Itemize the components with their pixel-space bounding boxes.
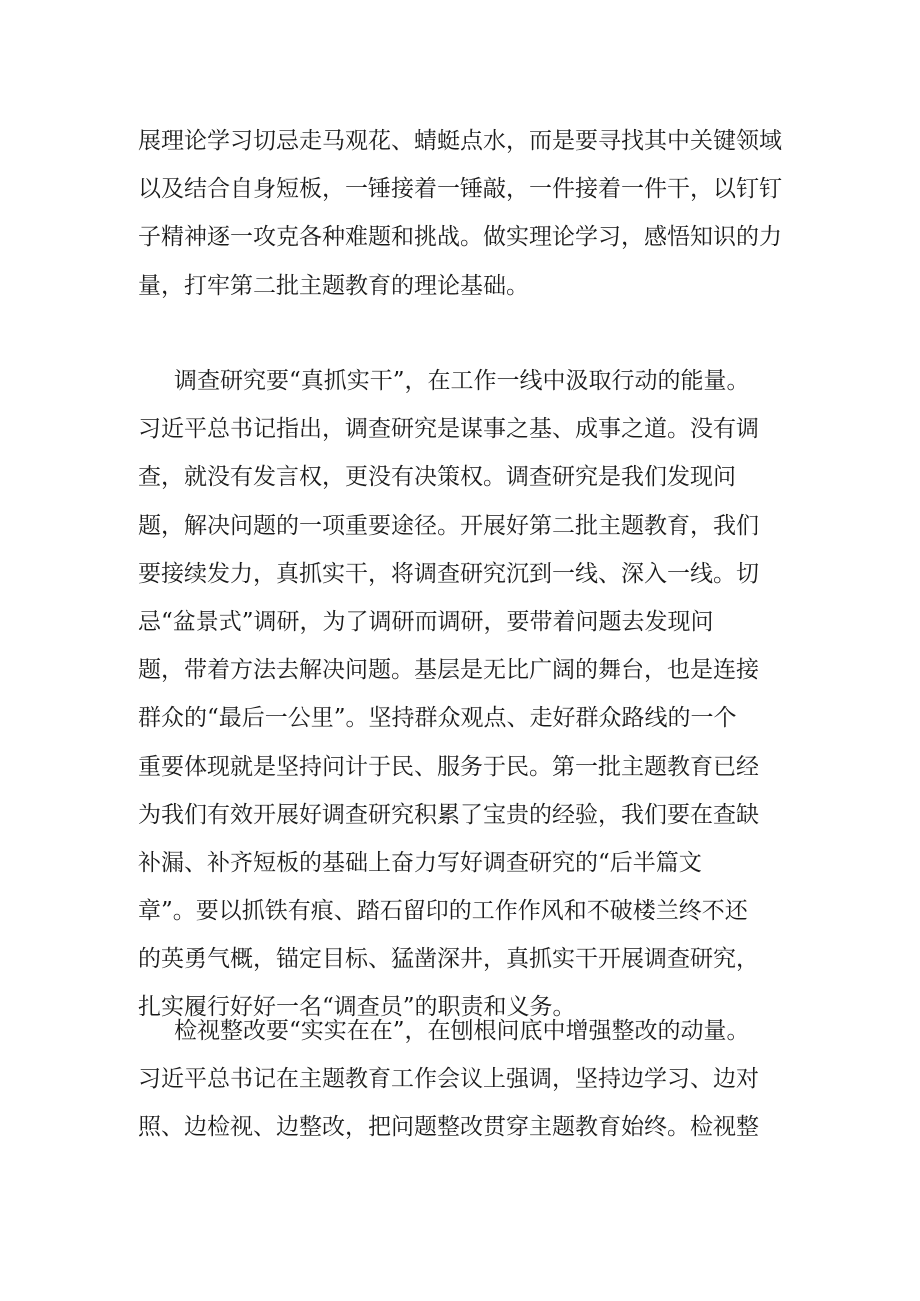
paragraph-line: 题，解决问题的一项重要途径。开展好第二批主题教育，我们 — [138, 512, 759, 539]
paragraph-heading-line: 调查研究要“真抓实干”，在工作一线中汲取行动的能量。 — [174, 368, 750, 394]
paragraph-line: 的英勇气概，锚定目标、猛凿深井，真抓实干开展调查研究， — [138, 946, 759, 973]
paragraph-rectification — [138, 1007, 788, 1152]
paragraph-line: 群众的“最后一公里”。坚持群众观点、走好群众路线的一个 — [138, 705, 737, 732]
paragraph-line: 量，打牢第二批主题教育的理论基础。 — [138, 272, 529, 299]
paragraph-line: 题，带着方法去解决问题。基层是无比广阔的舞台，也是连接 — [138, 657, 759, 684]
paragraph-line: 忌“盆景式”调研，为了调研而调研，要带着问题去发现问 — [138, 608, 714, 635]
paragraph-line: 扎实履行好好一名“调查员”的职责和义务。 — [138, 994, 576, 1021]
paragraph-line: 章”。要以抓铁有痕、踏石留印的工作作风和不破楼兰终不还 — [138, 898, 748, 925]
paragraph-line: 照、边检视、边整改，把问题整改贯穿主题教育始终。检视整 — [138, 1114, 759, 1141]
paragraph-line: 以及结合自身短板，一锤接着一锤敲，一件接着一件干，以钉钉 — [138, 176, 782, 203]
paragraph-line: 习近平总书记在主题教育工作会议上强调，坚持边学习、边对 — [138, 1066, 759, 1093]
paragraph-line: 子精神逐一攻克各种难题和挑战。做实理论学习，感悟知识的力 — [138, 224, 782, 251]
paragraph-line: 为我们有效开展好调查研究积累了宝贵的经验，我们要在查缺 — [138, 801, 759, 828]
paragraph-heading-line: 检视整改要“实实在在”，在刨根问底中增强整改的动量。 — [174, 1018, 750, 1044]
paragraph-line: 习近平总书记指出，调查研究是谋事之基、成事之道。没有调 — [138, 416, 759, 443]
paragraph-line: 补漏、补齐短板的基础上奋力写好调查研究的“后半篇文 — [138, 849, 702, 876]
paragraph-line: 查，就没有发言权，更没有决策权。调查研究是我们发现问 — [138, 464, 736, 491]
paragraph-line: 重要体现就是坚持问计于民、服务于民。第一批主题教育已经 — [138, 753, 759, 780]
paragraph-investigation — [138, 357, 788, 1032]
paragraph-line: 要接续发力，真抓实干，将调查研究沉到一线、深入一线。切 — [138, 560, 759, 587]
paragraph-theory-study — [138, 117, 788, 310]
paragraph-line: 展理论学习切忌走马观花、蜻蜓点水，而是要寻找其中关键领域 — [138, 128, 782, 154]
